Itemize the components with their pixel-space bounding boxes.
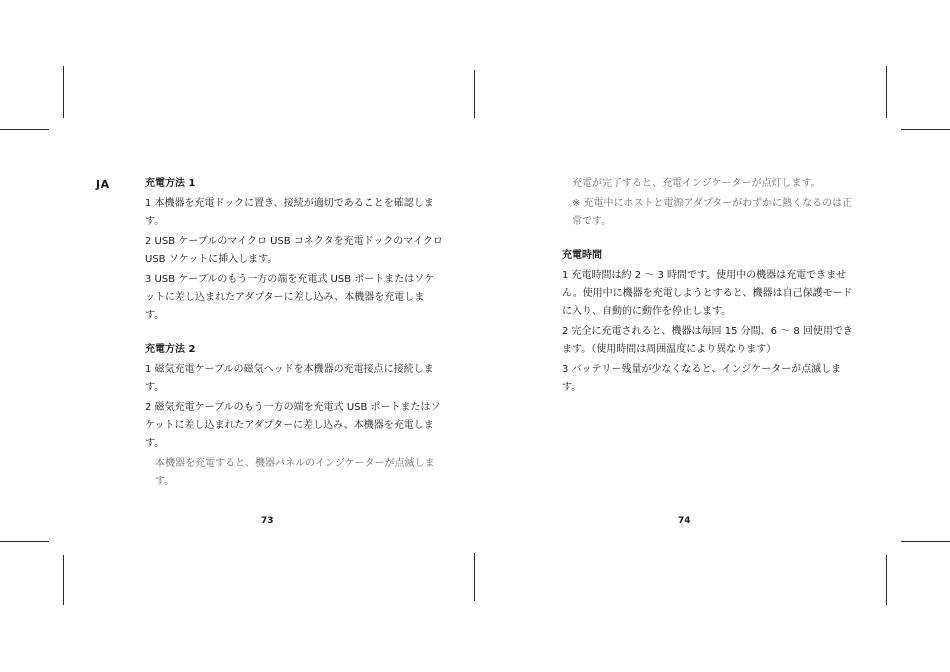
list-item: 3 バッテリー残量が少なくなると、インジケーターが点滅します。: [562, 364, 842, 393]
crop-mark: [886, 555, 887, 605]
crop-mark: [63, 66, 64, 118]
list-item: 2 USB ケーブルのマイクロ USB コネクタを充電ドックのマイクロ USB ソケットに挿入します。: [145, 236, 443, 265]
page-number-left: 73: [261, 516, 274, 526]
crop-mark: [901, 541, 950, 542]
list-item: 3 USB ケーブルのもう一方の端を充電式 USB ポートまたはソケットに差し込まれたアダプターに差し込み、本機器を充電します。: [145, 274, 435, 321]
note-text: 充電が完了すると、充電インジケーターが点灯します。: [572, 178, 821, 189]
section-heading: 充電方法 2: [145, 344, 196, 355]
note-text: ※ 充電中にホストと電源アダプターがわずかに熱くなるのは正常です。: [572, 198, 853, 227]
list-item: 1 磁気充電ケーブルの磁気ヘッドを本機器の充電接点に接続します。: [145, 364, 434, 393]
right-page-content: [562, 175, 858, 397]
crop-mark: [63, 555, 64, 605]
list-item: 2 磁気充電ケーブルのもう一方の端を充電式 USB ポートまたはソケットに差し込まれたアダプターに差し込み、本機器を充電します。: [145, 402, 441, 449]
crop-mark: [886, 66, 887, 118]
crop-mark: [474, 70, 475, 118]
crop-mark: [0, 129, 49, 130]
list-item: 1 本機器を充電ドックに置き、接続が適切であることを確認します。: [145, 198, 434, 227]
crop-mark: [0, 541, 49, 542]
section-heading: 充電方法 1: [145, 178, 196, 189]
list-item: 1 充電時間は約 2 〜 3 時間です。使用中の機器は充電できません。使用中に機器を充電しようとすると、機器は自己保護モードに入り、自動的に動作を停止します。: [562, 270, 853, 317]
crop-mark: [901, 129, 950, 130]
list-item: 2 完全に充電されると、機器は毎回 15 分間、6 〜 8 回使用できます。（使用時間は周囲温度により異なります）: [562, 326, 853, 355]
left-page-content: [145, 175, 443, 491]
language-label: JA: [96, 178, 110, 191]
note-text: 本機器を充電すると、機器パネルのインジケーターが点滅します。: [155, 458, 435, 487]
section-heading: 充電時間: [562, 250, 602, 261]
page-number-right: 74: [678, 516, 691, 526]
crop-mark: [474, 553, 475, 601]
